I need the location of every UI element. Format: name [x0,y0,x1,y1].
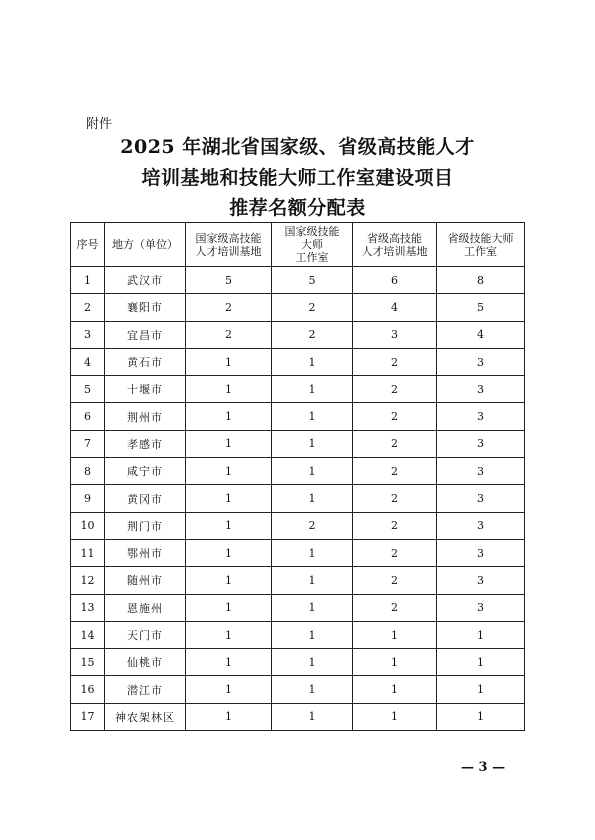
header-provincial-base: 省级高技能 人才培训基地 [353,223,437,267]
national-studio-cell: 1 [272,403,353,430]
national-base-cell: 1 [186,594,272,621]
region-cell: 鄂州市 [105,539,186,566]
national-base-cell: 1 [186,348,272,375]
provincial-base-cell: 2 [353,485,437,512]
provincial-base-cell: 1 [353,676,437,703]
national-studio-cell: 1 [272,458,353,485]
page-number: — 3 — [461,760,506,775]
title-line-1: 2025 年湖北省国家级、省级高技能人才 [120,136,475,158]
national-studio-cell: 1 [272,348,353,375]
seq-cell: 12 [71,567,105,594]
provincial-base-cell: 3 [353,321,437,348]
national-studio-cell: 2 [272,512,353,539]
table-row [71,621,525,648]
region-cell: 武汉市 [105,267,186,294]
attachment-label: 附件 [86,117,113,132]
table-row [71,512,525,539]
provincial-studio-cell: 3 [437,594,525,621]
provincial-base-cell: 1 [353,703,437,730]
provincial-studio-cell: 1 [437,621,525,648]
provincial-base-cell: 2 [353,430,437,457]
provincial-studio-cell: 3 [437,485,525,512]
seq-cell: 9 [71,485,105,512]
national-base-cell: 2 [186,321,272,348]
national-base-cell: 1 [186,430,272,457]
national-base-cell: 5 [186,267,272,294]
provincial-base-cell: 2 [353,348,437,375]
national-studio-cell: 1 [272,649,353,676]
provincial-studio-cell: 1 [437,703,525,730]
provincial-studio-cell: 3 [437,430,525,457]
provincial-studio-cell: 3 [437,567,525,594]
provincial-studio-cell: 8 [437,267,525,294]
seq-cell: 7 [71,430,105,457]
table-row [71,403,525,430]
provincial-base-cell: 2 [353,567,437,594]
national-studio-cell: 1 [272,539,353,566]
provincial-studio-cell: 1 [437,649,525,676]
provincial-base-cell: 2 [353,458,437,485]
provincial-base-cell: 4 [353,294,437,321]
national-base-cell: 1 [186,676,272,703]
table-row [71,594,525,621]
national-base-cell: 1 [186,649,272,676]
national-base-cell: 2 [186,294,272,321]
provincial-studio-cell: 3 [437,539,525,566]
table-row [71,430,525,457]
allocation-table [70,222,525,731]
region-cell: 孝感市 [105,430,186,457]
table-row [71,567,525,594]
provincial-base-cell: 6 [353,267,437,294]
national-base-cell: 1 [186,621,272,648]
national-base-cell: 1 [186,376,272,403]
national-studio-cell: 5 [272,267,353,294]
region-cell: 宜昌市 [105,321,186,348]
title-line-2: 培训基地和技能大师工作室建设项目 [141,167,454,189]
region-cell: 荆门市 [105,512,186,539]
seq-cell: 10 [71,512,105,539]
national-base-cell: 1 [186,567,272,594]
national-studio-cell: 1 [272,676,353,703]
table-row [71,376,525,403]
provincial-base-cell: 2 [353,403,437,430]
header-seq: 序号 [71,223,105,267]
table-row [71,458,525,485]
region-cell: 黄冈市 [105,485,186,512]
national-studio-cell: 1 [272,430,353,457]
table-row [71,321,525,348]
region-cell: 天门市 [105,621,186,648]
provincial-studio-cell: 3 [437,348,525,375]
national-studio-cell: 1 [272,567,353,594]
national-studio-cell: 2 [272,321,353,348]
title-line-3: 推荐名额分配表 [229,197,366,219]
provincial-base-cell: 2 [353,512,437,539]
seq-cell: 11 [71,539,105,566]
national-studio-cell: 2 [272,294,353,321]
provincial-base-cell: 2 [353,376,437,403]
region-cell: 仙桃市 [105,649,186,676]
national-studio-cell: 1 [272,621,353,648]
provincial-studio-cell: 3 [437,403,525,430]
table-row [71,485,525,512]
table-row [71,294,525,321]
table-row [71,348,525,375]
seq-cell: 4 [71,348,105,375]
header-national-base: 国家级高技能 人才培训基地 [186,223,272,267]
national-studio-cell: 1 [272,703,353,730]
table-header-row [71,223,525,267]
seq-cell: 14 [71,621,105,648]
provincial-base-cell: 2 [353,539,437,566]
seq-cell: 17 [71,703,105,730]
region-cell: 荆州市 [105,403,186,430]
provincial-base-cell: 2 [353,594,437,621]
region-cell: 恩施州 [105,594,186,621]
region-cell: 十堰市 [105,376,186,403]
national-base-cell: 1 [186,458,272,485]
seq-cell: 3 [71,321,105,348]
table-row [71,649,525,676]
table-row [71,539,525,566]
table-body [71,267,525,731]
seq-cell: 2 [71,294,105,321]
provincial-studio-cell: 3 [437,512,525,539]
national-studio-cell: 1 [272,594,353,621]
table-row [71,676,525,703]
provincial-studio-cell: 1 [437,676,525,703]
provincial-base-cell: 1 [353,621,437,648]
provincial-studio-cell: 5 [437,294,525,321]
region-cell: 黄石市 [105,348,186,375]
seq-cell: 13 [71,594,105,621]
national-base-cell: 1 [186,512,272,539]
provincial-base-cell: 1 [353,649,437,676]
national-base-cell: 1 [186,485,272,512]
table-row [71,703,525,730]
seq-cell: 1 [71,267,105,294]
national-base-cell: 1 [186,539,272,566]
table-row [71,267,525,294]
seq-cell: 5 [71,376,105,403]
national-studio-cell: 1 [272,485,353,512]
header-national-studio: 国家级技能 大师 工作室 [272,223,353,267]
seq-cell: 16 [71,676,105,703]
region-cell: 神农架林区 [105,703,186,730]
provincial-studio-cell: 3 [437,376,525,403]
region-cell: 咸宁市 [105,458,186,485]
region-cell: 襄阳市 [105,294,186,321]
region-cell: 随州市 [105,567,186,594]
provincial-studio-cell: 3 [437,458,525,485]
national-base-cell: 1 [186,703,272,730]
provincial-studio-cell: 4 [437,321,525,348]
national-base-cell: 1 [186,403,272,430]
seq-cell: 15 [71,649,105,676]
header-region: 地方（单位） [105,223,186,267]
seq-cell: 6 [71,403,105,430]
national-studio-cell: 1 [272,376,353,403]
seq-cell: 8 [71,458,105,485]
region-cell: 潜江市 [105,676,186,703]
header-provincial-studio: 省级技能大师 工作室 [437,223,525,267]
